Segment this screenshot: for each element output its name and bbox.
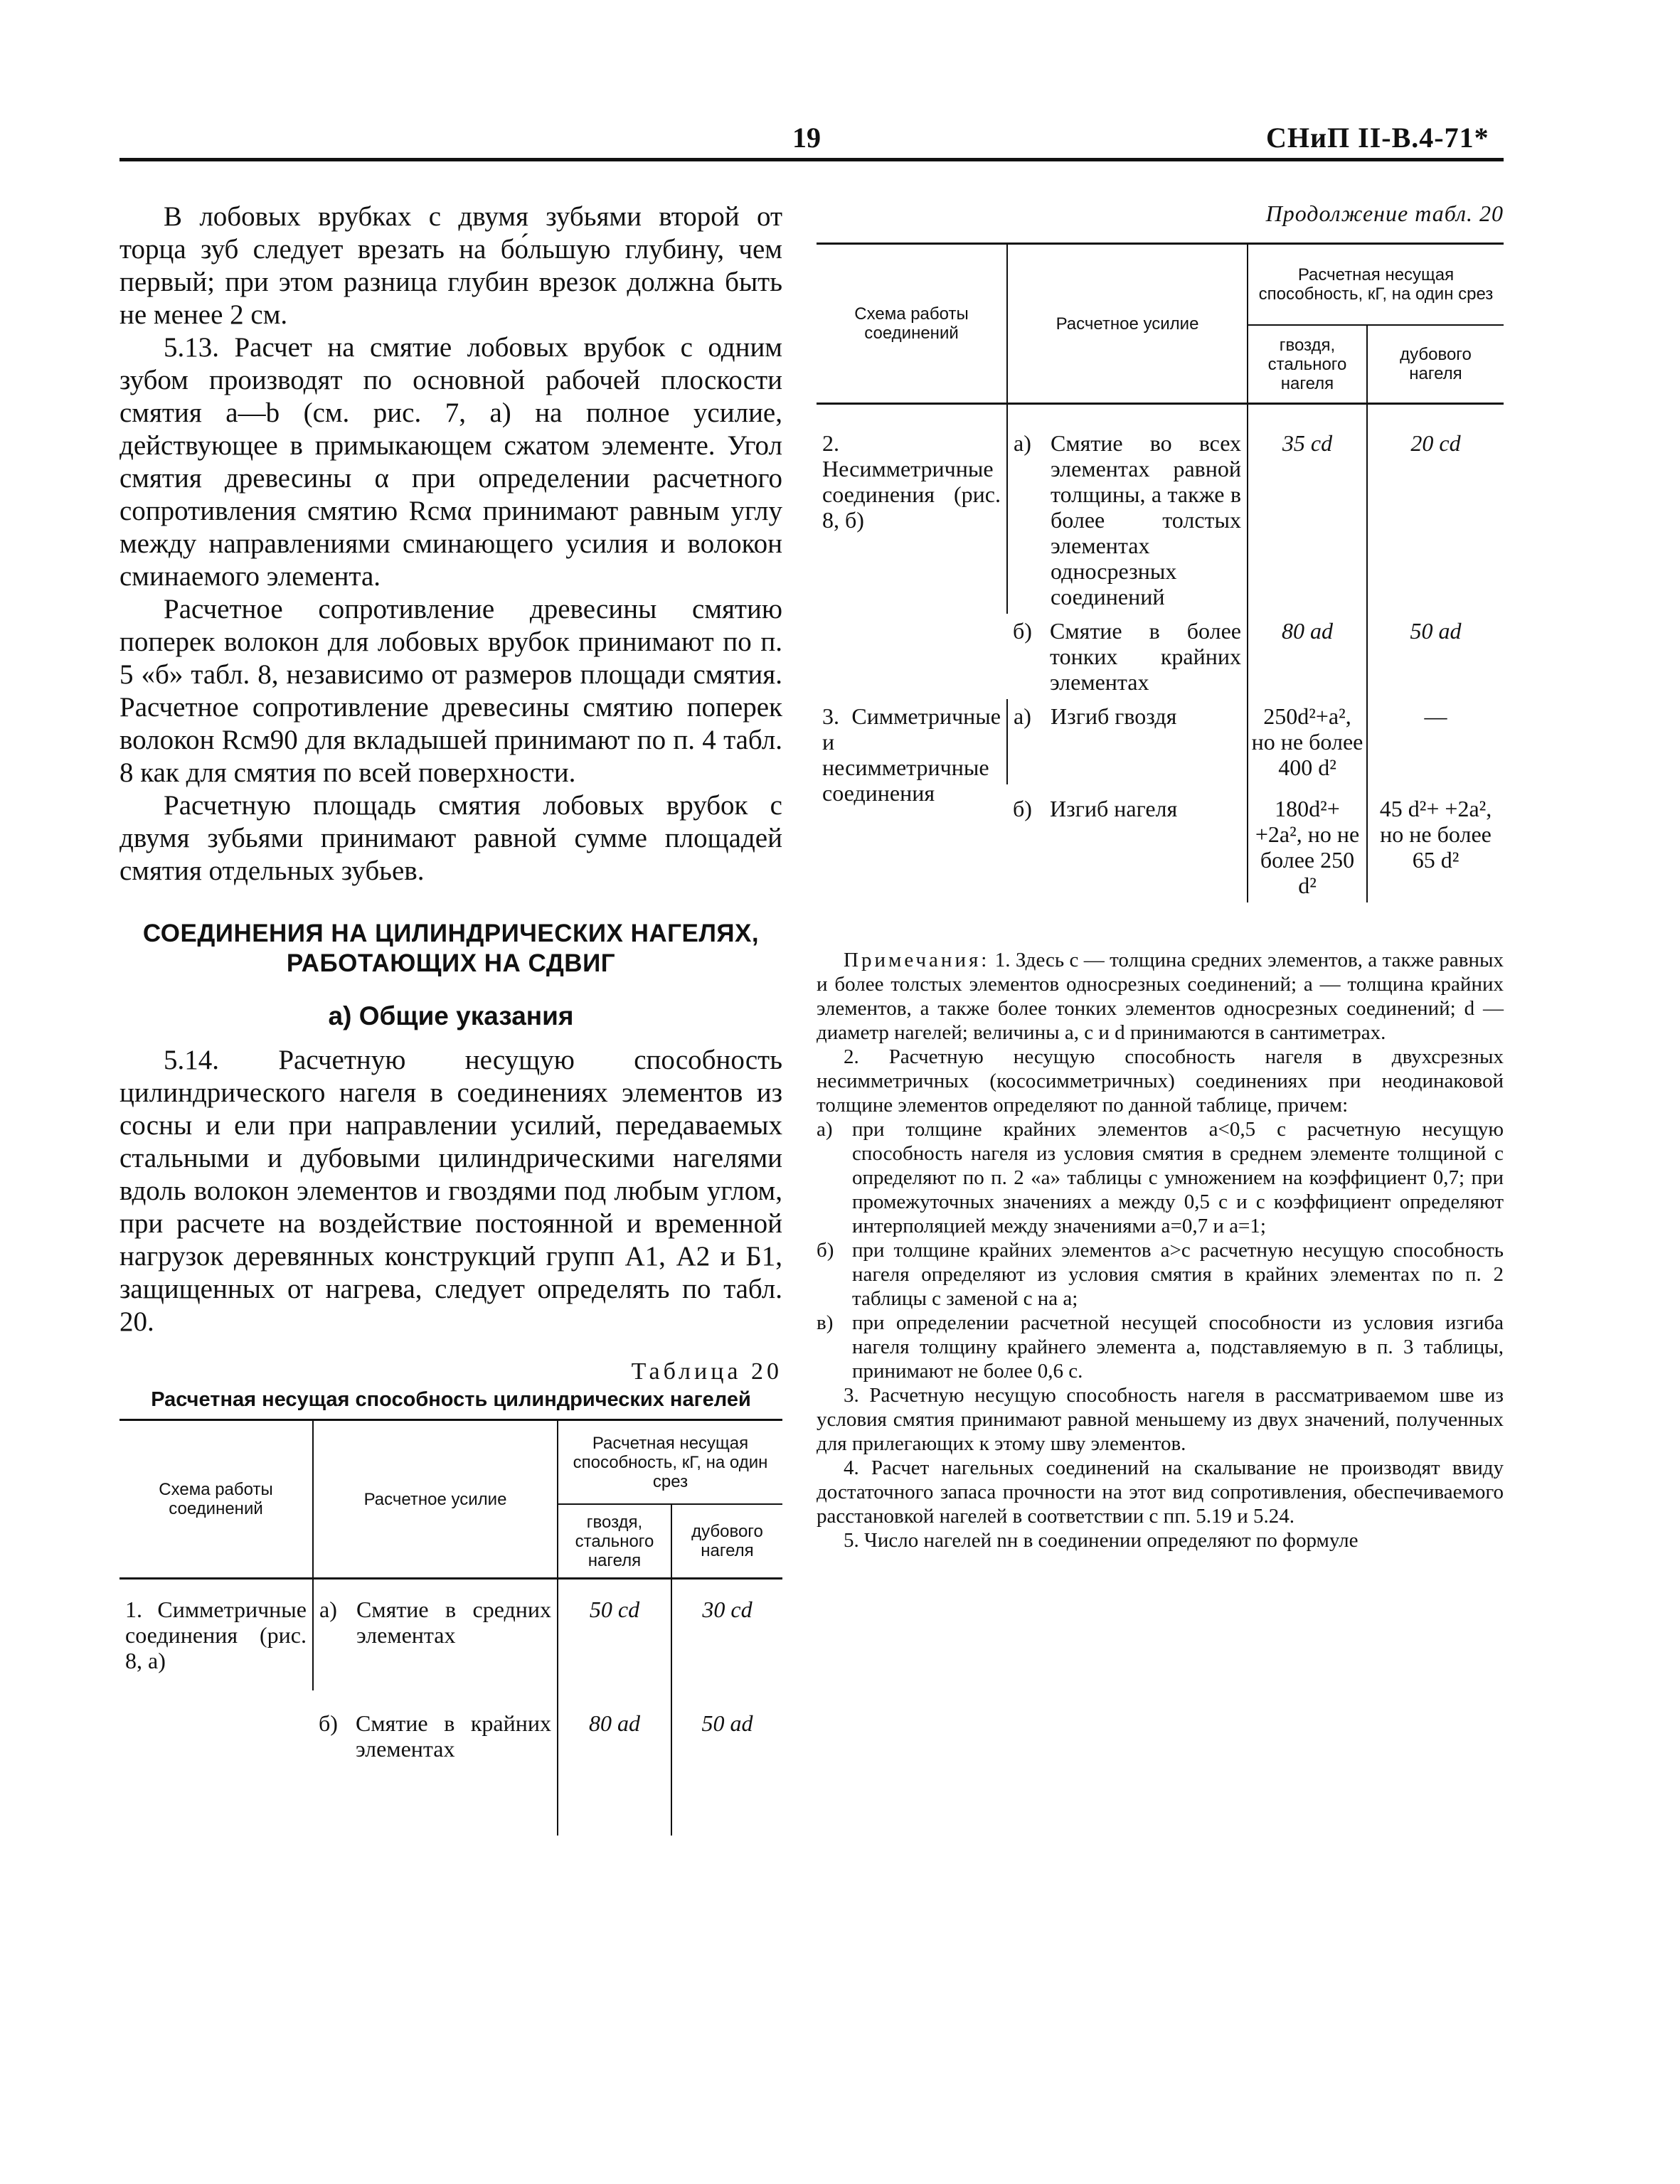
force-cell bbox=[1007, 614, 1248, 699]
page-number: 19 bbox=[792, 122, 821, 154]
note-2-item: а) при толщине крайних элементов a<0,5 c расчетную несущую способность нагеля из условия смятия в среднем элементе толщиной c определяют по п. 2 «а» таблицы с умножением на коэффициент 0,7; при промежуточных значениях a между 0,5 c и c коэффициент определяют интерполяцией между значениями a=0,7 и a=1; bbox=[817, 1118, 1504, 1237]
oak-value: 50 ad bbox=[1367, 614, 1504, 699]
force-cell bbox=[313, 1690, 558, 1836]
scheme-text: 2. Несимметричные соединения (рис. 8, б) bbox=[822, 430, 1001, 533]
nail-value: 180d²+ +2a², но не более 250 d² bbox=[1248, 784, 1367, 902]
nail-value: 50 cd bbox=[558, 1579, 671, 1691]
table-continuation-label: Продолжение табл. 20 bbox=[1265, 201, 1504, 226]
nail-value: 250d²+a², но не более 400 d² bbox=[1248, 699, 1367, 784]
oak-value: 50 ad bbox=[671, 1690, 782, 1836]
paragraph-5-14: 5.14. Расчетную несущую способность цилиндрического нагеля в соединениях элементов из сосны и ели при направлении усилий, передаваемых стальными и дубовыми цилиндрическими нагелями вдоль волокон элементов и гвоздями под любым углом, при расчете на воздействие постоянной и временной нагрузок деревянных конструкций групп А1, А2 и Б1, защищенных от нагрева, следует определять по табл. 20. bbox=[119, 1045, 782, 1337]
item-letter: б) bbox=[1013, 618, 1032, 644]
note-2-item: б) при толщине крайних элементов a>c расчетную несущую способность нагеля определяют из условия смятия в крайних элементах по п. 2 таблицы с заменой c на a; bbox=[817, 1239, 1504, 1310]
force-text: Изгиб нагеля bbox=[1050, 796, 1178, 821]
note-5: 5. Число нагелей nн в соединении определяют по формуле bbox=[844, 1529, 1359, 1552]
scheme-cell bbox=[817, 699, 1007, 902]
left-column bbox=[119, 201, 782, 1836]
header-capacity: Расчетная несущая способность, кГ, на один срез bbox=[1248, 244, 1504, 326]
force-cell bbox=[1007, 784, 1248, 902]
paragraph: В лобовых врубках с двумя зубьями второй от торца зуб следует врезать на бо́льшую глубину, чем первый; при этом разница глубин врезок должна быть не менее 2 см. bbox=[119, 201, 782, 330]
table-row bbox=[817, 699, 1504, 784]
force-text: Смятие во всех элементах равной толщины, а также в более толстых элементах односрезных соединений bbox=[1051, 430, 1241, 609]
note-2-item: в) при определении расчетной несущей способности из условия изгиба нагеля толщину крайнего элемента a, подставляемую в п. 3 таблицы, принимают не более 0,6 c. bbox=[817, 1311, 1504, 1383]
scheme-cell bbox=[119, 1579, 313, 1836]
paragraph: Расчетную площадь смятия лобовых врубок с двумя зубьями принимают равной сумме площадей смятия отдельных зубьев. bbox=[119, 790, 782, 886]
header-scheme: Схема работы соединений bbox=[119, 1420, 313, 1579]
header-force: Расчетное усилие bbox=[1007, 244, 1248, 404]
scheme-text: 3. Симметричные и несимметричные соединения bbox=[822, 703, 1001, 806]
force-text: Смятие в более тонких крайних элементах bbox=[1050, 618, 1241, 695]
force-cell bbox=[1007, 699, 1248, 784]
table-title: Расчетная несущая способность цилиндрических нагелей bbox=[151, 1388, 751, 1411]
scheme-cell bbox=[817, 404, 1007, 700]
nail-value: 80 ad bbox=[1248, 614, 1367, 699]
force-cell bbox=[313, 1579, 558, 1691]
item-letter: а) bbox=[1014, 430, 1031, 456]
header-nail: гвоздя, стального нагеля bbox=[558, 1504, 671, 1579]
force-cell bbox=[1007, 404, 1248, 614]
header-oak: дубового нагеля bbox=[671, 1504, 782, 1579]
oak-value: 30 cd bbox=[671, 1579, 782, 1691]
force-text: Изгиб гвоздя bbox=[1051, 703, 1177, 729]
paragraph: Расчетное сопротивление древесины смятию поперек волокон для лобовых врубок принимают по п. 5 «б» табл. 8, независимо от размеров площади смятия. Расчетное сопротивление древесины смятию поперек волокон Rсм90 для вкладышей принимают по п. 4 табл. 8 как для смятия по всей поверхности. bbox=[119, 594, 782, 788]
note-3: 3. Расчетную несущую способность нагеля в рассматриваемом шве из условия смятия принимают равной меньшему из двух значений, полученных для прилегающих к этому шву элементов. bbox=[817, 1384, 1504, 1455]
header-force: Расчетное усилие bbox=[313, 1420, 558, 1579]
note-4: 4. Расчет нагельных соединений на скалывание не производят ввиду достаточного запаса прочности на этот вид сопротивления, обеспечиваемого расстановкой нагелей в соответствии с пп. 5.19 и 5.24. bbox=[817, 1456, 1504, 1528]
note-1: Примечания: 1. Здесь c — толщина средних элементов, а также равных и более толстых элементов односрезных соединений; a — толщина крайних элементов, а также более тонких элементов односрезных соединений; d — диаметр нагелей; величины a, c и d принимаются в сантиметрах. bbox=[817, 949, 1504, 1044]
document-code: СНиП II-В.4-71* bbox=[1266, 122, 1489, 154]
table-row bbox=[817, 404, 1504, 614]
item-letter: б) bbox=[319, 1710, 338, 1736]
table-row bbox=[119, 1579, 782, 1691]
header-rule bbox=[119, 158, 1504, 161]
header-oak: дубового нагеля bbox=[1367, 325, 1504, 404]
force-text: Смятие в крайних элементах bbox=[356, 1710, 551, 1762]
oak-value: 20 cd bbox=[1367, 404, 1504, 614]
item-letter: б) bbox=[1013, 796, 1032, 821]
scheme-text: 1. Симметричные соединения (рис. 8, а) bbox=[125, 1597, 307, 1673]
right-column bbox=[817, 201, 1504, 1552]
table-20-part-1 bbox=[119, 1419, 782, 1836]
oak-value: — bbox=[1367, 699, 1504, 784]
nail-value: 35 cd bbox=[1248, 404, 1367, 614]
header-nail: гвоздя, стального нагеля bbox=[1248, 325, 1367, 404]
oak-value: 45 d²+ +2a², но не более 65 d² bbox=[1367, 784, 1504, 902]
paragraph-5-13: 5.13. Расчет на смятие лобовых врубок с одним зубом производят по основной рабочей плоскости смятия a—b (см. рис. 7, a) на полное усилие, действующее в примыкающем сжатом элементе. Угол смятия древесины α при определении расчетного сопротивления смятию Rсмα принимают равным углу между направлениями сминающего усилия и волокон сминаемого элемента. bbox=[119, 332, 782, 592]
table-20-continuation bbox=[817, 243, 1504, 902]
nail-value: 80 ad bbox=[558, 1690, 671, 1836]
force-text: Смятие в средних элементах bbox=[356, 1597, 551, 1648]
table-notes bbox=[817, 948, 1504, 1552]
header-scheme: Схема работы соединений bbox=[817, 244, 1007, 404]
header-capacity: Расчетная несущая способность, кГ, на один срез bbox=[558, 1420, 782, 1505]
subsection-title: а) Общие указания bbox=[328, 1001, 574, 1030]
item-letter: а) bbox=[319, 1597, 337, 1622]
table-caption: Таблица 20 bbox=[631, 1358, 782, 1385]
note-2: 2. Расчетную несущую способность нагеля в двухсрезных несимметричных (кососимметричных) соединениях при неодинаковой толщине элементов определяют по данной таблице, причем: bbox=[817, 1045, 1504, 1117]
section-title: СОЕДИНЕНИЯ НА ЦИЛИНДРИЧЕСКИХ НАГЕЛЯХ, РАБОТАЮЩИХ НА СДВИГ bbox=[142, 920, 760, 977]
item-letter: а) bbox=[1014, 703, 1031, 729]
